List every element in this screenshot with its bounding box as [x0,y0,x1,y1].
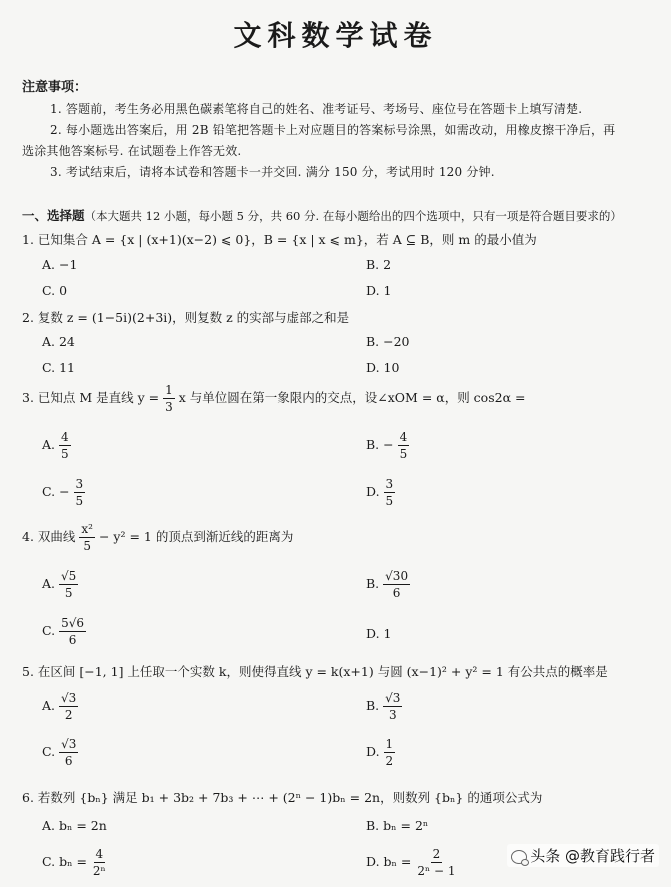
q5-c-label: C. [42,744,56,759]
exam-title: 文科数学试卷 [233,19,438,52]
q4-frac-den: 5 [83,539,91,553]
q3-d-den: 5 [385,494,394,508]
q4-option-c [42,617,86,646]
notice-item-2: 2. 每小题选出答案后，用 2B 铅笔把答题卡上对应题目的答案标号涂黑，如需改动，用橡皮擦干净后，再 [50,123,616,137]
notice-heading: 注意事项： [22,80,88,95]
q4-a-frac [59,570,78,599]
q3-option-b [366,431,409,460]
q5-option-b [366,692,402,721]
q4-c-frac [59,617,86,646]
q5-d-label: D. [366,744,380,759]
q2-option-d: D. 10 [366,360,400,375]
q3-stem-pre: 3. 已知点 M 是直线 y = [22,390,160,405]
q6-d-den: 2ⁿ − 1 [417,864,456,878]
question-2-stem: 2. 复数 z = (1−5i)(2+3i)，则复数 z 的实部与虚部之和是 [22,310,350,325]
q6-d-frac [415,848,457,877]
q5-b-den: 3 [388,708,397,722]
q6-c-den: 2ⁿ [92,864,106,878]
q4-frac-num: x² [81,522,93,536]
notice-item-1: 1. 答题前，考生务必用黑色碳素笔将自己的姓名、准考证号、考场号、座位号在答题卡上填写清楚. [50,102,583,116]
q5-option-c [42,738,78,767]
q5-d-num: 1 [385,737,394,751]
question-1-stem: 1. 已知集合 A = {x | (x+1)(x−2) ⩽ 0}，B = {x | x ⩽ m}，若 A ⊆ B，则 m 的最小值为 [22,232,537,247]
q3-a-frac [59,431,71,460]
notice-item-3: 3. 考试结束后，请将本试卷和答题卡一并交回. 满分 150 分，考试用时 120 分钟. [50,165,495,179]
q5-option-d [366,738,395,767]
watermark-text: 头条 @教育践行者 [530,847,655,865]
q3-a-num: 4 [61,430,69,444]
q4-a-label: A. [42,576,56,591]
q5-d-frac [384,738,396,767]
q4-fraction [79,523,95,552]
q6-d-num: 2 [432,847,441,861]
q4-c-label: C. [42,623,56,638]
q3-d-label: D. [366,484,380,499]
q3-a-den: 5 [61,447,69,461]
notice-item-2-cont: 选涂其他答案标号. 在试题卷上作答无效. [22,144,242,158]
q5-c-num: √3 [61,737,77,751]
q6-c-label: C. bₙ = [42,854,87,869]
q4-b-frac [383,570,410,599]
q6-option-b: B. bₙ = 2ⁿ [366,818,429,833]
q5-b-frac [383,692,402,721]
q3-fraction [163,384,175,413]
q3-a-label: A. [42,437,56,452]
q5-d-den: 2 [385,754,394,768]
q3-frac-den: 3 [165,400,173,414]
q5-a-label: A. [42,698,56,713]
q5-c-den: 6 [64,754,73,768]
q2-option-b: B. −20 [366,334,410,349]
q2-option-a: A. 24 [42,334,75,349]
question-6-stem: 6. 若数列 {bₙ} 满足 b₁ + 3b₂ + 7b₃ + ⋯ + (2ⁿ − 1)bₙ = 2n，则数列 {bₙ} 的通项公式为 [22,790,543,805]
q6-d-label: D. bₙ = [366,854,412,869]
q4-c-den: 6 [68,633,77,647]
q3-b-frac [398,431,410,460]
q1-option-d: D. 1 [366,283,392,298]
section-label: 一、选择题 [22,208,85,223]
question-4-stem [22,523,293,552]
q6-option-d [366,848,458,877]
q3-option-a [42,431,71,460]
q4-b-label: B. [366,576,380,591]
q3-frac-num: 1 [165,383,173,397]
q3-c-frac [74,478,86,507]
q1-option-c: C. 0 [42,283,68,298]
q4-stem-post: − y² = 1 的顶点到渐近线的距离为 [98,529,294,544]
q3-c-num: 3 [75,477,84,491]
q6-c-frac [91,848,108,877]
q4-option-a [42,570,78,599]
q5-b-num: √3 [385,691,401,705]
q1-option-b: B. 2 [366,257,392,272]
q5-a-num: √3 [61,691,77,705]
q3-stem-post: x 与单位圆在第一象限内的交点，设∠xOM = α，则 cos2α = [178,390,526,405]
q5-a-frac [59,692,78,721]
q4-b-den: 6 [392,586,401,600]
q2-option-c: C. 11 [42,360,75,375]
q4-c-num: 5√6 [61,616,84,630]
q3-c-label: C. − [42,484,70,499]
q4-a-num: √5 [61,569,77,583]
q3-d-num: 3 [385,477,394,491]
watermark [507,844,659,867]
q1-option-a: A. −1 [42,257,78,272]
q4-stem-pre: 4. 双曲线 [22,529,76,544]
q3-b-num: 4 [399,430,408,444]
q5-a-den: 2 [64,708,73,722]
q6-option-c [42,848,108,877]
q4-a-den: 5 [64,586,73,600]
question-5-stem: 5. 在区间 [−1, 1] 上任取一个实数 k，则使得直线 y = k(x+1) 与圆 (x−1)² + y² = 1 有公共点的概率是 [22,664,608,679]
q6-option-a: A. bₙ = 2n [42,818,107,833]
q4-b-num: √30 [385,569,409,583]
q5-c-frac [59,738,78,767]
q3-option-c [42,478,85,507]
q5-option-a [42,692,78,721]
q4-option-d: D. 1 [366,626,392,641]
q3-d-frac [384,478,396,507]
question-3-stem [22,384,525,413]
q4-option-b [366,570,410,599]
q3-b-label: B. − [366,437,394,452]
section-header [22,206,622,224]
q3-b-den: 5 [399,447,408,461]
wechat-icon [511,850,527,864]
q3-c-den: 5 [75,494,84,508]
q6-c-num: 4 [95,847,104,861]
section-desc: （本大题共 12 小题，每小题 5 分，共 60 分. 在每小题给出的四个选项中，只有一项是符合题目要求的） [84,209,622,223]
q3-option-d [366,478,395,507]
q5-b-label: B. [366,698,380,713]
